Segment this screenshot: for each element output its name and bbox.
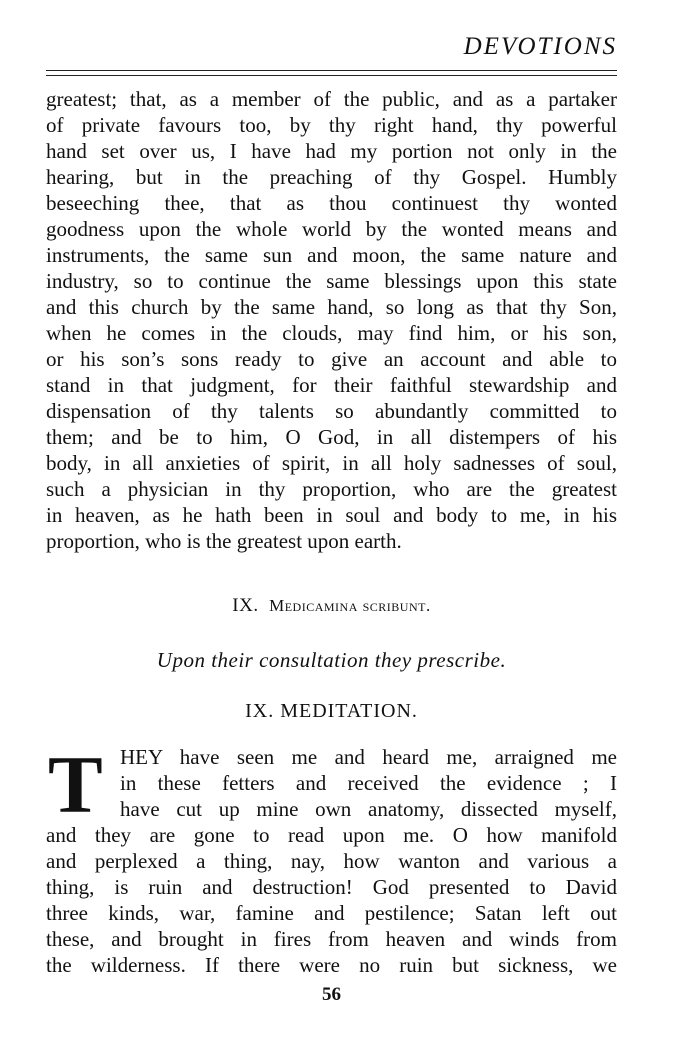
text-line: thing, is ruin and destruction! God presented to David xyxy=(46,875,617,899)
text-line: and this church by the same hand, so long as that thy Son, xyxy=(46,295,617,319)
text-line: of private favours too, by thy right hand, thy powerful xyxy=(46,113,617,137)
text-line: hearing, but in the preaching of thy Gospel. Humbly xyxy=(46,165,617,189)
section-heading-latin xyxy=(46,594,617,618)
text-line: such a physician in thy proportion, who are the greatest xyxy=(46,477,617,501)
text-line: or his son’s sons ready to give an account and able to xyxy=(46,347,617,371)
text-line: body, in all anxieties of spirit, in all holy sadnesses of soul, xyxy=(46,451,617,475)
text-line: when he comes in the clouds, may find him, or his son, xyxy=(46,321,617,345)
text-line: stand in that judgment, for their faithful stewardship and xyxy=(46,373,617,397)
text-line: in heaven, as he hath been in soul and body to me, in his xyxy=(46,503,617,527)
text-line: instruments, the same sun and moon, the same nature and xyxy=(46,243,617,267)
section-heading-meditation: IX. MEDITATION. xyxy=(245,700,418,722)
text-line: them; and be to him, O God, in all distempers of his xyxy=(46,425,617,449)
section-title-latin: Medicamina scribunt. xyxy=(269,596,431,615)
header-rule-top xyxy=(46,70,617,71)
text-line: beseeching thee, that as thou continuest thy wonted xyxy=(46,191,617,215)
text-line: HEY have seen me and heard me, arraigned me xyxy=(120,745,617,769)
text-line: these, and brought in fires from heaven and winds from xyxy=(46,927,617,951)
text-line: industry, so to continue the same blessings upon this state xyxy=(46,269,617,293)
book-page xyxy=(46,0,617,1061)
text-line: proportion, who is the greatest upon earth. xyxy=(46,529,402,553)
section-heading-english: Upon their consultation they prescribe. xyxy=(156,648,507,672)
paragraph-1 xyxy=(46,86,617,554)
section-number: IX. xyxy=(232,595,259,616)
drop-cap: T xyxy=(48,739,103,830)
text-line: greatest; that, as a member of the public, and as a partaker xyxy=(46,87,617,111)
text-line: goodness upon the whole world by the wonted means and xyxy=(46,217,617,241)
text-line: and they are gone to read upon me. O how manifold xyxy=(46,823,617,847)
text-line: in these fetters and received the evidence ; I xyxy=(120,771,617,795)
page-number: 56 xyxy=(322,984,341,1005)
running-head: DEVOTIONS xyxy=(463,33,617,60)
paragraph-2 xyxy=(46,739,617,978)
header-rule-bottom xyxy=(46,75,617,76)
text-line: hand set over us, I have had my portion not only in the xyxy=(46,139,617,163)
text-line: the wilderness. If there were no ruin but sickness, we xyxy=(46,953,617,977)
text-line: have cut up mine own anatomy, dissected myself, xyxy=(120,797,617,821)
text-line: dispensation of thy talents so abundantly committed to xyxy=(46,399,617,423)
text-line: and perplexed a thing, nay, how wanton and various a xyxy=(46,849,617,873)
text-line: three kinds, war, famine and pestilence; Satan left out xyxy=(46,901,617,925)
